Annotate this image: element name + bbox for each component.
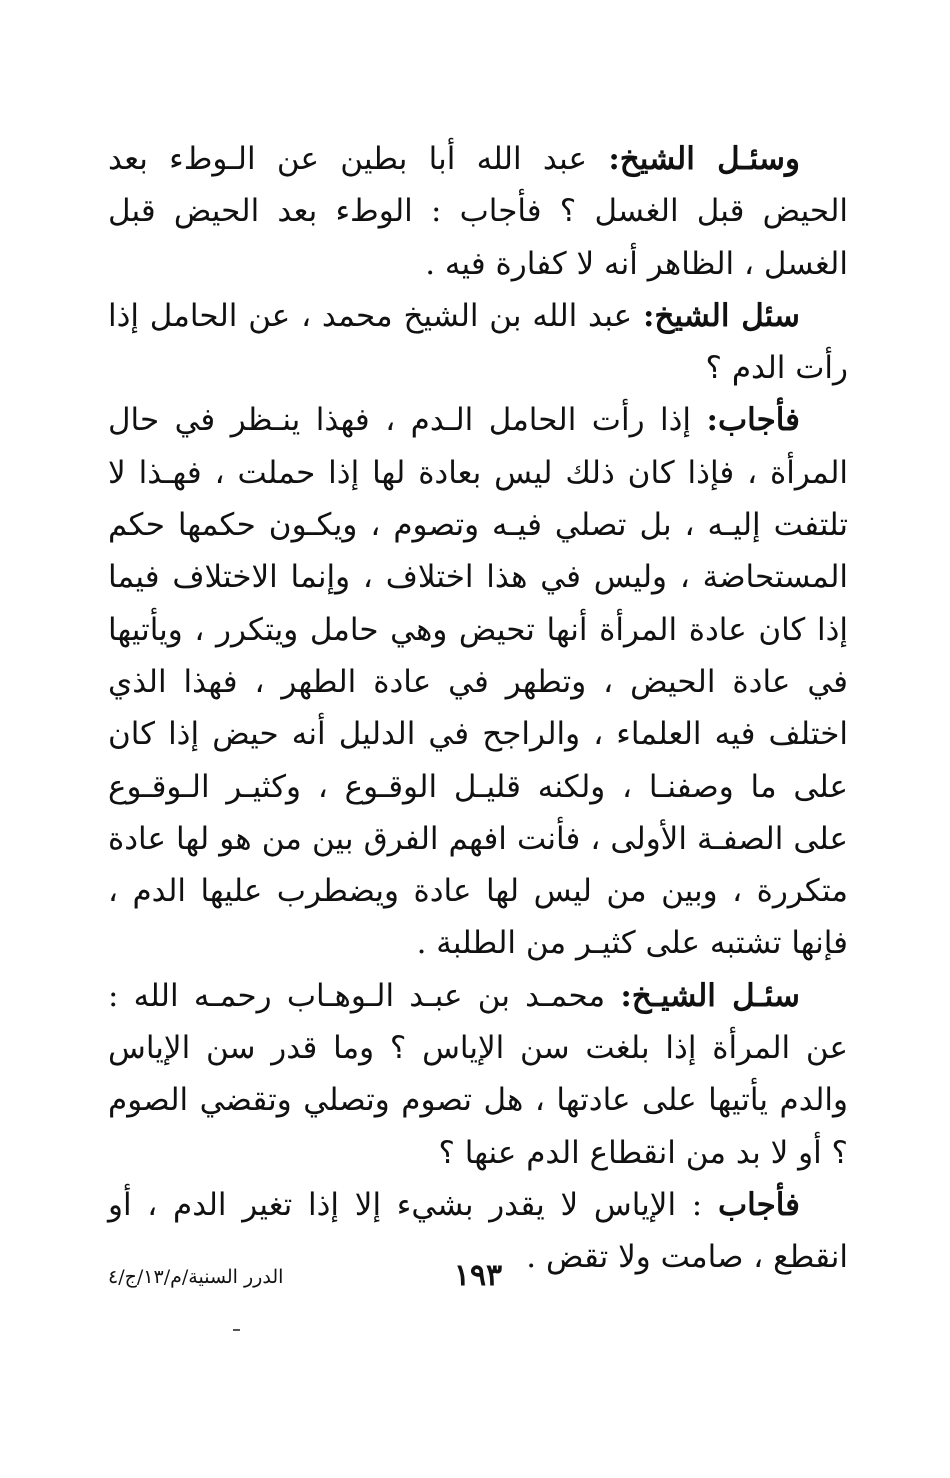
- source-reference: الدرر السنية/م/١٣/ج/٤: [108, 1266, 284, 1288]
- paragraph-text: عبد الله أبا بطين عن الـوطء بعد الحيض قبل الغسل ؟ فأجاب : الوطء بعد الحيض قبل الغسل ، الظاهر أنه لا كفارة فيه .: [108, 141, 848, 282]
- paragraph-2: [108, 290, 848, 395]
- paragraph-text: محمـد بن عبـد الـوهـاب رحمـه الله : عن المرأة إذا بلغت سن الإياس ؟ وما قدر سن الإياس والدم يأتيها على عادتها ، هل تصوم وتصلي وتقضي الصوم ؟ أو لا بد من انقطاع الدم عنها ؟: [108, 977, 848, 1171]
- page-footer: [108, 1256, 848, 1296]
- question-lead: سئـل الشيـخ:: [620, 977, 800, 1014]
- paragraph-text: عبد الله بن الشيخ محمد ، عن الحامل إذا رأت الدم ؟: [108, 297, 848, 387]
- paragraph-text: : الإياس لا يقدر بشيء إلا إذا تغير الدم ، أو انقطع ، صامت ولا تقض .: [108, 1186, 848, 1276]
- question-lead: وسئـل الشيخ:: [608, 141, 800, 177]
- paragraph-4: [108, 970, 848, 1179]
- answer-lead: فأجاب:: [706, 402, 800, 439]
- paragraph-1: [108, 133, 848, 290]
- answer-lead: فأجاب: [717, 1186, 800, 1223]
- paragraph-text: إذا رأت الحامل الـدم ، فهذا ينـظر في حال المرأة ، فإذا كان ذلك ليس بعادة لها إذا حملت ، فهـذا لا تلتفت إليـه ، بل تصلي فيـه وتصوم ، ويكـون حكمها حكم المستحاضة ، وليس في هذا اختلاف ، وإنما الاختلاف فيما إذا كان عادة المرأة أنها تحيض وهي حامل ويتكرر ، ويأتيها في عادة الحيض ، وتطهر في عادة الطهر ، فهذا الذي اختلف فيه العلماء ، والراجح في الدليل أنه حيض إذا كان على ما وصفنـا ، ولكنه قليـل الوقـوع ، وكثيـر الـوقـوع على الصفـة الأولى ، فأنت افهم الفرق بين من هو لها عادة متكررة ، وبين من ليس لها عادة ويضطرب عليها الدم ، فإنها تشتبه على كثيـر من الطلبة .: [108, 402, 848, 962]
- question-lead: سئل الشيخ:: [642, 297, 801, 334]
- page-number: ١٩٣: [453, 1258, 503, 1293]
- page-body: [108, 133, 848, 1284]
- scan-speck: [233, 1329, 240, 1331]
- paragraph-3: [108, 394, 848, 969]
